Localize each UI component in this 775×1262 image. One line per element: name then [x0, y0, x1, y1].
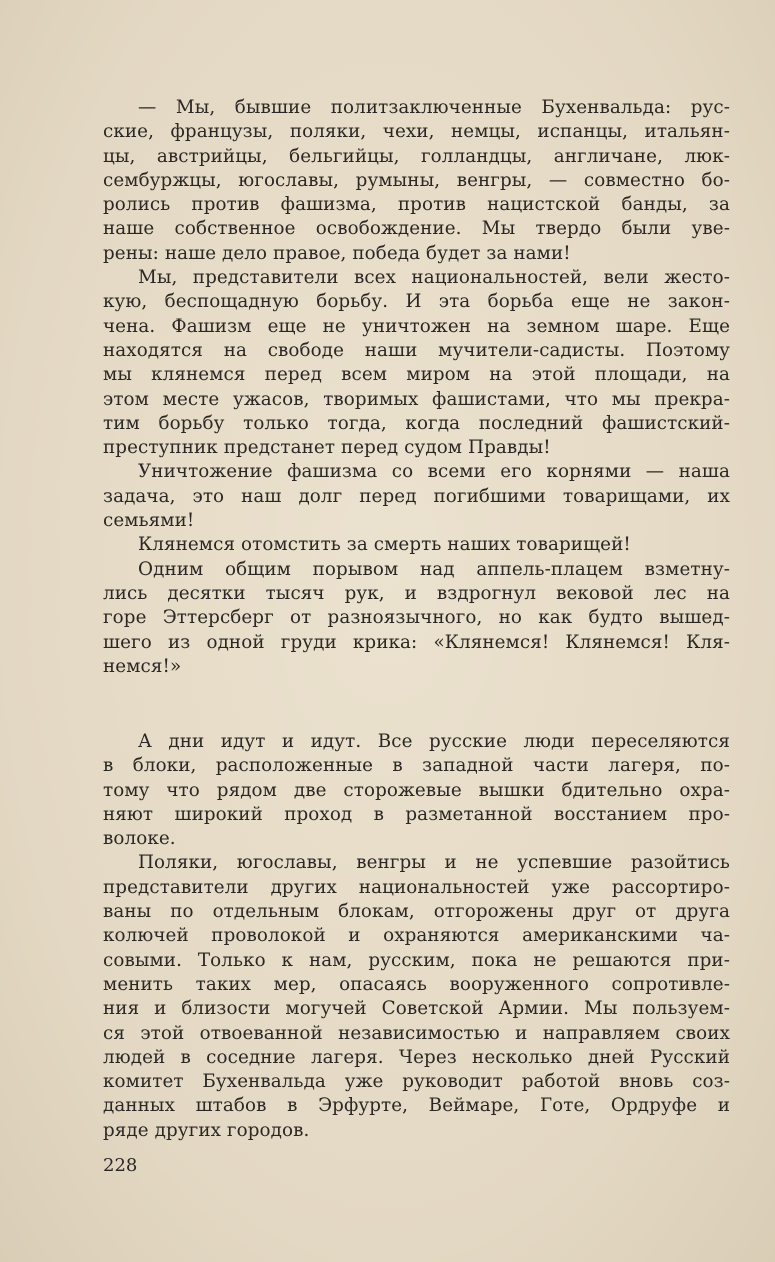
text-line: шего из одной груди крика: «Клянемся! Клянемся! Кля- — [103, 631, 730, 653]
text-line: преступник предстанет перед судом Правды! — [103, 437, 551, 459]
text-line: комитет Бухенвальда уже руководит работой вновь соз- — [103, 1071, 730, 1093]
text-line: представители других национальностей уже рассортиро- — [103, 876, 730, 898]
text-line: семьями! — [103, 510, 195, 532]
text-line: ряде других городов. — [103, 1119, 310, 1141]
text-line: тому что рядом две сторожевые вышки бдительно охра- — [103, 779, 730, 801]
text-line: находятся на свободе наши мучители-садисты. Поэтому — [103, 339, 730, 361]
text-line: наше собственное освобождение. Мы твердо были уве- — [103, 218, 730, 240]
text-line: ролись против фашизма, против нацистской банды, за — [103, 194, 730, 216]
text-line: цы, австрийцы, бельгийцы, голландцы, англичане, люк- — [103, 145, 730, 167]
text-line: чена. Фашизм еще не уничтожен на земном шаре. Еще — [103, 315, 730, 337]
text-section-1 — [103, 96, 730, 679]
text-line: ся этой отвоеванной независимостью и направляем своих — [103, 1022, 730, 1044]
text-line: волоке. — [103, 828, 176, 850]
text-line: Клянемся отомстить за смерть наших товарищей! — [138, 534, 631, 556]
text-line: Уничтожение фашизма со всеми его корнями — наша — [138, 461, 730, 483]
text-line: ния и близости могучей Советской Армии. Мы пользуем- — [103, 998, 730, 1020]
text-line: данных штабов в Эрфурте, Веймаре, Готе, Ордруфе и — [103, 1095, 730, 1117]
text-line: Одним общим порывом над аппель-плацем взметну- — [138, 558, 730, 580]
text-line: горе Эттерсберг от разноязычного, но как будто вышед- — [103, 607, 730, 629]
text-line: менить таких мер, опасаясь вооруженного сопротивле- — [103, 973, 730, 995]
text-line: А дни идут и идут. Все русские люди переселяются — [138, 731, 730, 752]
text-line: колючей проволокой и охраняются американскими ча- — [103, 925, 730, 947]
text-line: кую, беспощадную борьбу. И эта борьба еще не закон- — [103, 291, 730, 313]
text-line: мы клянемся перед всем миром на этой площади, на — [103, 364, 730, 386]
text-line: в блоки, расположенные в западной части лагеря, по- — [103, 755, 730, 777]
text-line: людей в соседние лагеря. Через несколько дней Русский — [103, 1046, 730, 1068]
text-line: рены: наше дело правое, победа будет за нами! — [103, 242, 571, 264]
text-line: ваны по отдельным блокам, отгорожены друг от друга — [103, 901, 730, 923]
text-line: тим борьбу только тогда, когда последний фашистский- — [103, 412, 730, 434]
text-line: немся!» — [103, 655, 182, 677]
text-line: совыми. Только к нам, русским, пока не решаются при- — [103, 949, 730, 971]
text-line: няют широкий проход в разметанной восстанием про- — [103, 803, 730, 825]
text-line: лись десятки тысяч рук, и вздрогнул вековой лес на — [103, 582, 730, 604]
text-line: Поляки, югославы, венгры и не успевшие разойтись — [138, 852, 730, 874]
text-line: сембуржцы, югославы, румыны, венгры, — совместно бо- — [103, 169, 730, 191]
text-line: этом месте ужасов, творимых фашистами, что мы прекра- — [103, 388, 730, 410]
text-line: ские, французы, поляки, чехи, немцы, испанцы, итальян- — [103, 121, 730, 143]
text-line: задача, это наш долг перед погибшими товарищами, их — [103, 485, 730, 507]
text-line: — Мы, бывшие политзаключенные Бухенвальда: рус- — [138, 97, 730, 118]
page-number: 228 — [103, 1155, 138, 1176]
text-section-2 — [103, 730, 730, 1143]
text-line: Мы, представители всех национальностей, вели жесто- — [138, 267, 730, 289]
